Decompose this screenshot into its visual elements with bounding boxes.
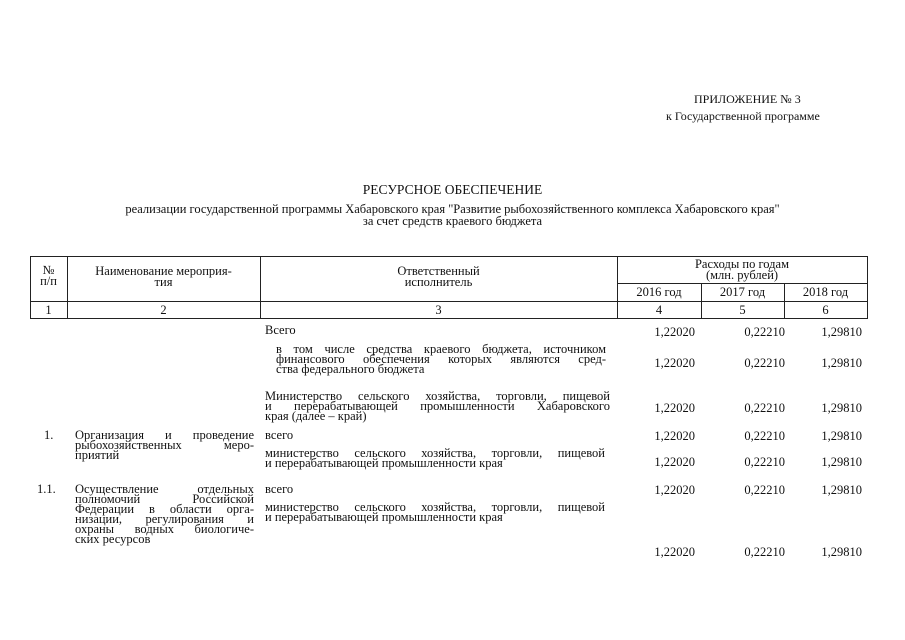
title-line-2: за счет средств краевого бюджета [362,214,543,228]
table-right-border [867,256,868,319]
value-2017: 0,22210 [744,356,785,370]
value-2016: 1,22020 [654,545,695,559]
colnum-1: 1 [45,303,52,317]
header-no: № п/п [40,263,57,288]
value-2016: 1,22020 [654,455,695,469]
table-row-executor: всего [265,428,294,442]
table-row-ministry-executor: Министерство сельского хозяйства, торговли, пищевой и перерабатывающей промышленности Хабаровского края (далее – край) [265,389,610,423]
value-2018: 1,29810 [821,483,862,497]
value-2018: 1,29810 [821,401,862,415]
value-2017: 0,22210 [744,429,785,443]
value-2018: 1,29810 [821,429,862,443]
value-2018: 1,29810 [821,325,862,339]
value-2018: 1,29810 [821,455,862,469]
table-row-executor: министерство сельского хозяйства, торговли, пищевой и перерабатывающей промышленности края [265,500,605,524]
colnum-6: 6 [822,303,829,317]
header-name: Наименование мероприя- тия [95,264,232,289]
value-2017: 0,22210 [744,325,785,339]
activity-name: Осуществление отдельных полномочий Российской Федерации в области орга- низации, регулирования и охраны водных биологиче- ских ресурсов [75,482,254,546]
page-title: РЕСУРСНОЕ ОБЕСПЕЧЕНИЕ [362,182,543,197]
table-row-executor: всего [265,482,294,496]
value-2016: 1,22020 [654,401,695,415]
header-year-2016: 2016 год [636,285,682,299]
activity-name: Организация и проведение рыбохозяйственных меро- приятий [75,428,254,462]
colnum-2: 2 [160,303,167,317]
header-executor: Ответственный исполнитель [397,264,480,289]
program-reference: к Государственной программе [666,109,820,123]
table-row-total-executor: Всего [265,323,296,337]
colnum-5: 5 [739,303,746,317]
header-year-2017: 2017 год [719,285,766,299]
value-2017: 0,22210 [744,455,785,469]
table-row-federal-executor: в том числе средства краевого бюджета, источником финансового обеспечения которых являются сред- ства федерального бюджета [276,342,606,376]
header-expenses: Расходы по годам (млн. рублей) [694,257,790,282]
row-number: 1.1. [37,482,56,496]
value-2018: 1,29810 [821,545,862,559]
value-2016: 1,22020 [654,356,695,370]
value-2016: 1,22020 [654,325,695,339]
header-year-2018: 2018 год [802,285,849,299]
value-2017: 0,22210 [744,401,785,415]
years-row-top-border [617,283,867,284]
value-2016: 1,22020 [654,429,695,443]
row-number: 1. [44,428,54,442]
value-2017: 0,22210 [744,545,785,559]
title-line-1: реализации государственной программы Хабаровского края "Развитие рыбохозяйственного комплекса Хабаровского края" [125,202,780,216]
table-row-executor: министерство сельского хозяйства, торговли, пищевой и перерабатывающей промышленности края [265,446,605,470]
header-bottom-border [30,301,867,302]
value-2018: 1,29810 [821,356,862,370]
colnum-row-bottom-border [30,318,867,319]
colnum-3: 3 [435,303,442,317]
colnum-4: 4 [655,303,663,317]
appendix-label: ПРИЛОЖЕНИЕ № 3 [694,92,801,106]
value-2017: 0,22210 [744,483,785,497]
value-2016: 1,22020 [654,483,695,497]
